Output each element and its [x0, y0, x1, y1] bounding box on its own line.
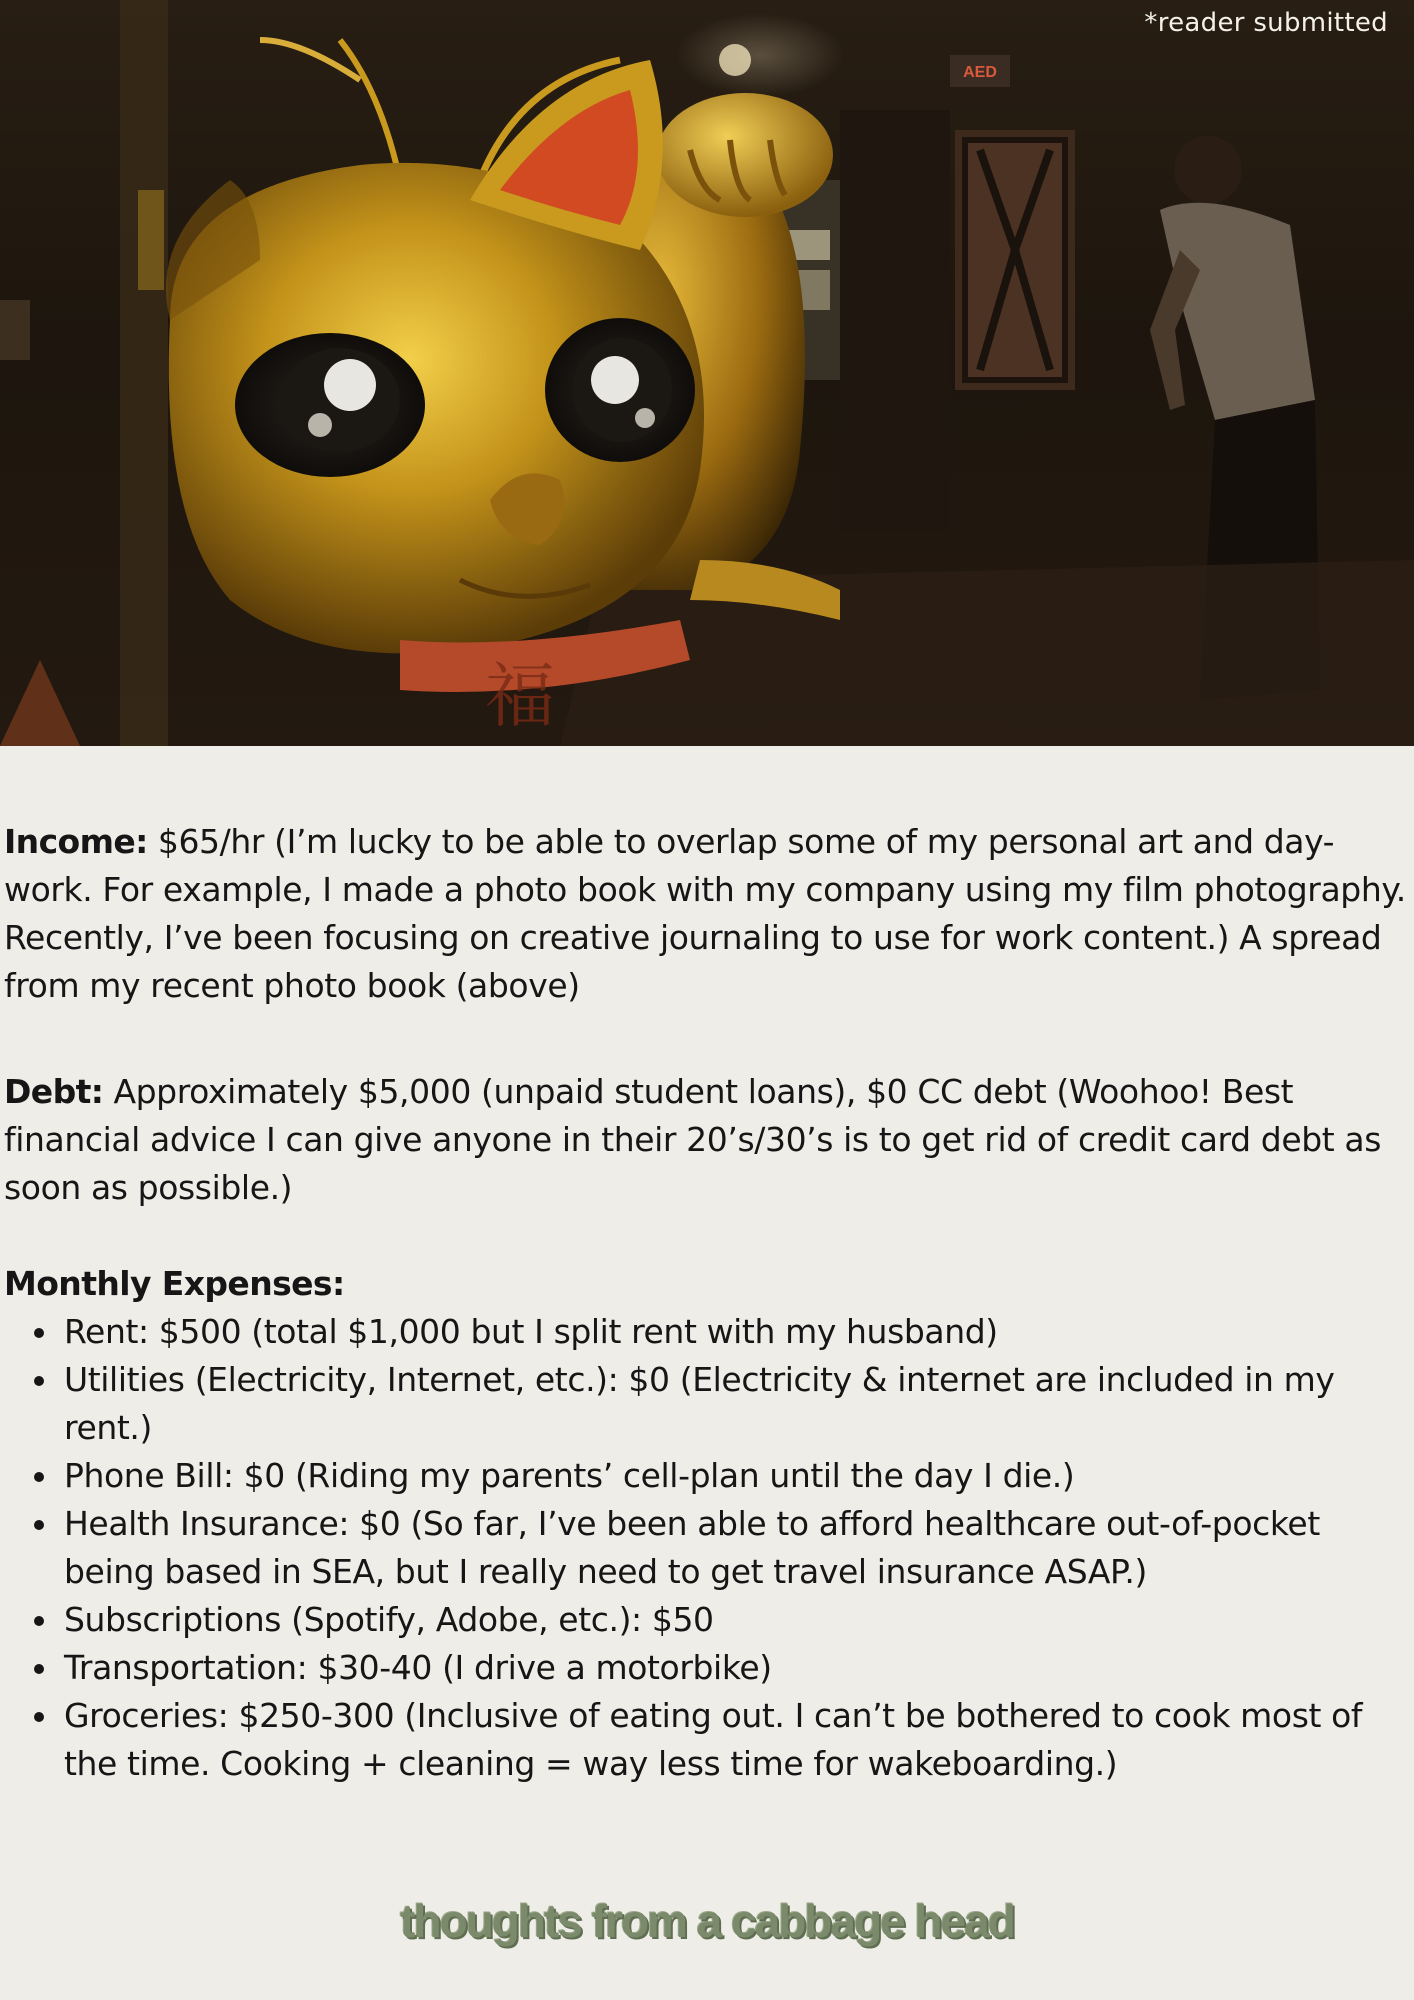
maneki-neko-photo: [0, 0, 1414, 746]
expenses-heading: Monthly Expenses:: [4, 1264, 345, 1303]
income-text: $65/hr (I’m lucky to be able to overlap some of my personal art and day-work. For example, I made a photo book with my company using my film photography. Recently, I’ve been focusing on creative journaling to use for work content.) A spread from my recent photo book (above): [4, 822, 1406, 1005]
income-label: Income:: [4, 822, 148, 861]
debt-text: Approximately $5,000 (unpaid student loans), $0 CC debt (Woohoo! Best financial advice I can give anyone in their 20’s/30’s is to get rid of credit card debt as soon as possible.): [4, 1072, 1382, 1207]
article-body: [4, 818, 1410, 1788]
brand-footer: thoughts from a cabbage head: [400, 1895, 1014, 1947]
list-item: Groceries: $250-300 (Inclusive of eating out. I can’t be bothered to cook most of the time. Cooking + cleaning = way less time for wakeboarding.): [4, 1692, 1406, 1788]
list-item: Health Insurance: $0 (So far, I’ve been able to afford healthcare out-of-pocket being based in SEA, but I really need to get travel insurance ASAP.): [4, 1500, 1406, 1596]
svg-text:福: 福: [485, 655, 555, 737]
reader-submitted-caption: *reader submitted: [1144, 8, 1388, 38]
list-item: Phone Bill: $0 (Riding my parents’ cell-plan until the day I die.): [4, 1452, 1406, 1500]
aed-sign: AED: [963, 64, 997, 81]
list-item: Rent: $500 (total $1,000 but I split rent with my husband): [4, 1308, 1406, 1356]
list-item: Transportation: $30-40 (I drive a motorbike): [4, 1644, 1406, 1692]
expenses-list: [4, 1308, 1410, 1788]
header-photo: [0, 0, 1414, 746]
list-item: Utilities (Electricity, Internet, etc.): $0 (Electricity & internet are included in my rent.): [4, 1356, 1406, 1452]
income-paragraph: [4, 818, 1410, 1010]
debt-paragraph: [4, 1068, 1410, 1212]
debt-label: Debt:: [4, 1072, 104, 1111]
list-item: Subscriptions (Spotify, Adobe, etc.): $50: [4, 1596, 1406, 1644]
